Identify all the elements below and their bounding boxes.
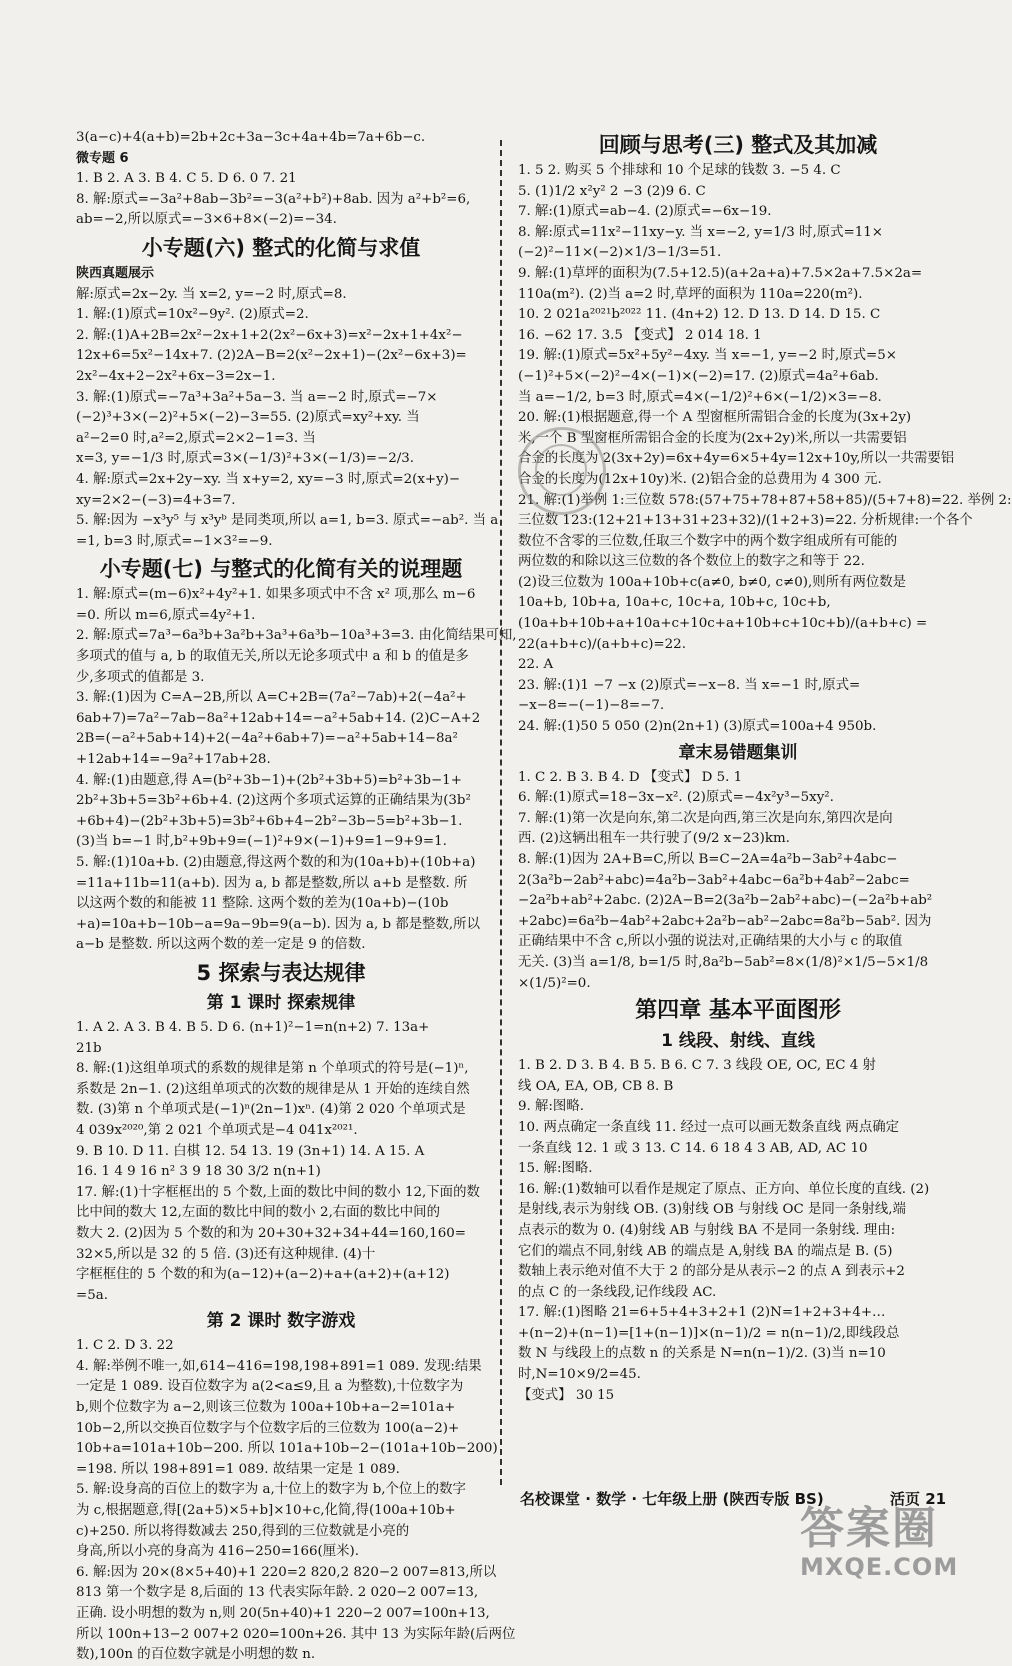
column-divider <box>500 140 502 1485</box>
text-line: 5. 解:设身高的百位上的数字为 a,十位上的数字为 b,个位上的数字 <box>76 1482 466 1498</box>
text-line: 一条直线 12. 1 或 3 13. C 14. 6 18 4 3 AB, AD, AC 10 <box>518 1140 868 1156</box>
text-line: 字框框住的 5 个数的和为(a−12)+(a−2)+a+(a+2)+(a+12) <box>76 1267 450 1283</box>
text-line: 三位数 123:(12+21+13+31+23+32)/(1+2+3)=22. 分析规律:一个各个 <box>518 513 973 529</box>
text-line: 7. 解:(1)第一次是向东,第二次是向西,第三次是向东,第四次是向 <box>518 810 893 826</box>
text-line: 1. 5 2. 购买 5 个排球和 10 个足球的钱数 3. −5 4. C <box>518 163 841 178</box>
text-line: 3. 解:(1)因为 C=A−2B,所以 A=C+2B=(7a²−7ab)+2(−4a²+ <box>76 690 467 706</box>
watermark-url: MXQE.COM <box>800 1553 959 1581</box>
text-line: 1. B 2. D 3. B 4. B 5. B 6. C 7. 3 线段 OE, OC, EC 4 射 <box>518 1058 876 1074</box>
lesson-heading: 第 2 课时 数字游戏 <box>206 1311 356 1332</box>
text-line: 它们的端点不同,射线 AB 的端点是 A,射线 BA 的端点是 B. (5) <box>518 1243 893 1259</box>
chapter-heading: 第四章 基本平面图形 <box>635 998 841 1024</box>
text-line: 两位数的和除以这三位数的各个数位上的数字之和等于 22. <box>518 554 865 570</box>
text-line: 2. 解:原式=7a³−6a³b+3a²b+3a³+6a³b−10a³+3=3. 由化简结果可知, <box>76 628 517 644</box>
page-number: 活页 21 <box>890 1490 947 1508</box>
watermark-logo <box>800 1505 958 1581</box>
section-heading: 小专题(七) 与整式的化简有关的说理题 <box>99 557 463 582</box>
text-line: 17. 解:(1)图略 21=6+5+4+3+2+1 (2)N=1+2+3+4+… <box>518 1305 886 1321</box>
text-line: 10b−2,所以交换百位数字与个位数字后的三位数为 100(a−2)+ <box>76 1420 460 1436</box>
lesson-heading: 第 1 课时 探索规律 <box>206 992 356 1013</box>
text-line: 米,一个 B 型窗框所需铝合金的长度为(2x+2y)米,所以一共需要铝 <box>518 430 907 446</box>
text-line: +a)=10a+b−10b−a=9a−9b=9(a−b). 因为 a, b 都是整数,所以 <box>76 916 480 932</box>
text-line: 【变式】 30 15 <box>518 1387 615 1403</box>
text-line: 时,N=10×9/2=45. <box>518 1367 641 1383</box>
text-line: 5. (1)1/2 x²y² 2 −3 (2)9 6. C <box>518 183 706 199</box>
text-line: 当 a=−1/2, b=3 时,原式=4×(−1/2)²+6×(−1/2)×3=−8. <box>518 389 882 405</box>
text-line: 线 OA, EA, OB, CB 8. B <box>518 1078 674 1094</box>
text-line: 所以 100n+13−2 007+2 020=100n+26. 其中 13 为实际年龄(后两位 <box>76 1626 516 1642</box>
lesson-heading: 1 线段、射线、直线 <box>661 1031 815 1052</box>
section-heading: 小专题(六) 整式的化简与求值 <box>141 235 421 260</box>
text-line: 19. 解:(1)原式=5x²+5y²−4xy. 当 x=−1, y=−2 时,原式=5× <box>518 348 897 364</box>
text-line: (−1)²+5×(−2)²−4×(−1)×(−2)=17. (2)原式=4a²+6ab. <box>518 368 879 384</box>
text-line: 1. C 2. B 3. B 4. D 【变式】 D 5. 1 <box>518 769 743 785</box>
text-line: 9. 解:图略. <box>518 1099 584 1115</box>
text-line: 6. 解:因为 20×(8×5+40)+1 220=2 820,2 820−2 007=813,所以 <box>76 1564 497 1580</box>
section-heading: 章末易错题集训 <box>678 742 798 763</box>
text-line: (10a+b+10b+a+10a+c+10c+a+10b+c+10c+b)/(a+b+c) = <box>518 616 928 632</box>
text-line: 数轴上表示绝对值不大于 2 的部分是从表示−2 的点 A 到表示+2 <box>518 1264 905 1280</box>
text-line: 15. 解:图略. <box>518 1161 593 1177</box>
text-line: 9. 解:(1)草坪的面积为(7.5+12.5)(a+2a+a)+7.5×2a+7.5×2a= <box>518 265 923 281</box>
text-line: (3)当 b=−1 时,b²+9b+9=(−1)²+9×(−1)+9=1−9+9=1. <box>76 834 447 850</box>
text-line: 8. 解:原式=11x²−11xy−y. 当 x=−2, y=1/3 时,原式=11× <box>518 224 883 240</box>
text-line: 2B=(−a²+5ab+14)+2(−4a²+6ab+7)=−a²+5ab+14−8a² <box>76 731 458 747</box>
text-line: 1. 解:原式=(m−6)x²+4y²+1. 如果多项式中不含 x² 项,那么 m−6 <box>76 587 476 603</box>
text-line: 少,多项式的值都是 3. <box>76 669 205 685</box>
text-line: 数. (3)第 n 个单项式是(−1)ⁿ(2n−1)xⁿ. (4)第 2 020 个单项式是 <box>76 1102 466 1118</box>
text-line: 8. 解:(1)这组单项式的系数的规律是第 n 个单项式的符号是(−1)ⁿ, <box>76 1061 469 1077</box>
text-line: 点表示的数为 0. (4)射线 AB 与射线 BA 不是同一条射线. 理由: <box>518 1222 896 1238</box>
text-line: 1. 解:(1)原式=10x²−9y². (2)原式=2. <box>76 307 309 323</box>
text-line: 4. 解:举例不唯一,如,614−416=198,198+891=1 089. 发现:结果 <box>76 1358 482 1374</box>
text-line: 4 039x²⁰²⁰,第 2 021 个单项式是−4 041x²⁰²¹. <box>76 1122 358 1138</box>
text-line: 16. 1 4 9 16 n² 3 9 18 30 3/2 n(n+1) <box>76 1164 321 1180</box>
book-title-footer: 名校课堂 · 数学 · 七年级上册 (陕西专版 BS) <box>520 1490 824 1508</box>
text-line: 10. 2 021a²⁰²¹b²⁰²² 11. (4n+2) 12. D 13. D 14. D 15. C <box>518 307 881 323</box>
text-line: +6b+4)−(2b²+3b+5)=3b²+6b+4−2b²−3b−5=b²+3b−1. <box>76 813 463 829</box>
text-line: =0. 所以 m=6,原式=4y²+1. <box>76 607 256 623</box>
text-line: 数大 2. (2)因为 5 个数的和为 20+30+32+34+44=160,160= <box>76 1225 466 1241</box>
text-line: 813 第一个数字是 8,后面的 13 代表实际年龄. 2 020−2 007=13, <box>76 1585 479 1601</box>
text-line: 为 c,根据题意,得[(2a+5)×5+b]×10+c,化简,得(100a+10b+ <box>76 1503 456 1519</box>
text-line: 5. 解:因为 −x³y⁵ 与 x³yᵇ 是同类项,所以 a=1, b=3. 原式=−ab². 当 a <box>76 513 499 529</box>
text-line: 比中间的数大 12,左面的数比中间的数小 2,右面的数比中间的 <box>76 1205 440 1221</box>
text-line: a−b 是整数. 所以这两个数的差一定是 9 的倍数. <box>76 937 366 953</box>
text-line: 6. 解:(1)原式=18−3x−x². (2)原式=−4x²y³−5xy². <box>518 790 834 806</box>
text-line: 2b²+3b+5=3b²+6b+4. (2)这两个多项式运算的正确结果为(3b² <box>76 793 471 809</box>
text-line: 西. (2)这辆出租车一共行驶了(9/2 x−23)km. <box>518 831 790 847</box>
text-line: 解:原式=2x−2y. 当 x=2, y=−2 时,原式=8. <box>76 286 347 302</box>
text-line: 32×5,所以是 32 的 5 倍. (3)还有这种规律. (4)十 <box>76 1246 376 1262</box>
text-line: 10a+b, 10b+a, 10a+c, 10c+a, 10b+c, 10c+b, <box>518 595 831 611</box>
text-line: 合金的长度为(12x+10y)米. (2)铝合金的总费用为 4 300 元. <box>518 471 882 487</box>
text-line: 17. 解:(1)十字框框出的 5 个数,上面的数比中间的数小 12,下面的数 <box>76 1184 480 1200</box>
text-line: 21b <box>76 1040 102 1056</box>
text-line: 1. A 2. A 3. B 4. B 5. D 6. (n+1)²−1=n(n+2) 7. 13a+ <box>76 1019 430 1035</box>
text-line: (2)设三位数为 100a+10b+c(a≠0, b≠0, c≠0),则所有两位数是 <box>518 574 907 590</box>
text-line: 10b+a=101a+10b−200. 所以 101a+10b−2−(101a+10b−200) <box>76 1441 498 1457</box>
text-line: 20. 解:(1)根据题意,得一个 A 型窗框所需铝合金的长度为(3x+2y) <box>518 410 912 426</box>
text-line: 22(a+b+c)/(a+b+c)=22. <box>518 636 686 652</box>
text-line: 24. 解:(1)50 5 050 (2)n(2n+1) (3)原式=100a+4 950b. <box>518 719 877 735</box>
text-line: 6ab+7)=7a²−7ab−8a²+12ab+14=−a²+5ab+14. (2)C−A+2 <box>76 710 481 726</box>
text-line: (−2)³+3×(−2)²+5×(−2)−3=55. (2)原式=xy²+xy. 当 <box>76 410 420 426</box>
text-line: +2abc)=6a²b−4ab²+2abc+2a²b−ab²−2abc=8a²b−5ab². 因为 <box>518 913 932 929</box>
text-line: 16. −62 17. 3.5 【变式】 2 014 18. 1 <box>518 327 762 343</box>
text-line: 系数是 2n−1. (2)这组单项式的次数的规律是从 1 开始的连续自然 <box>76 1081 470 1097</box>
section-heading: 5 探索与表达规律 <box>196 960 366 985</box>
text-line: 22. A <box>518 657 554 673</box>
text-line: 21. 解:(1)举例 1:三位数 578:(57+75+78+87+58+85)/(5+7+8)=22. 举例 2: <box>518 492 1012 508</box>
text-line: =1, b=3 时,原式=−1×3²=−9. <box>76 533 273 549</box>
text-line: 23. 解:(1)1 −7 −x (2)原式=−x−8. 当 x=−1 时,原式= <box>518 677 861 693</box>
text-line: 无关. (3)当 a=1/8, b=1/5 时,8a²b−5ab²=8×(1/8)²×1/5−5×1/8 <box>518 954 929 970</box>
text-line: ab=−2,所以原式=−3×6+8×(−2)=−34. <box>76 212 337 228</box>
text-line: 一定是 1 089. 设百位数字为 a(2<a≤9,且 a 为整数),十位数字为 <box>76 1379 464 1395</box>
text-line: 正确结果中不含 c,所以小强的说法对,正确结果的大小与 c 的取值 <box>518 934 903 950</box>
text-line: c)+250. 所以将得数减去 250,得到的三位数就是小亮的 <box>76 1523 410 1539</box>
text-line: b,则个位数字为 a−2,则该三位数为 100a+10b+a−2=101a+ <box>76 1400 456 1416</box>
section-label: 陕西真题展示 <box>76 265 155 281</box>
text-line: 2(3a²b−2ab²+abc)=4a²b−3ab²+4abc−6a²b+4ab²−2abc= <box>518 872 910 888</box>
text-line: xy=2×2−(−3)=4+3=7. <box>76 492 236 508</box>
text-line: −x−8=−(−1)−8=−7. <box>518 698 665 714</box>
text-line: 8. 解:原式=−3a²+8ab−3b²=−3(a²+b²)+8ab. 因为 a²+b²=6, <box>76 191 471 207</box>
text-line: 3. 解:(1)原式=−7a³+3a²+5a−3. 当 a=−2 时,原式=−7× <box>76 389 438 405</box>
text-line: 5. 解:(1)10a+b. (2)由题意,得这两个数的和为(10a+b)+(10b+a) <box>76 855 476 870</box>
section-label: 微专题 6 <box>76 150 129 166</box>
text-line: 数),100n 的百位数字就是小明想的数 n. <box>76 1647 316 1663</box>
text-line: =198. 所以 198+891=1 089. 故结果一定是 1 089. <box>76 1461 400 1477</box>
text-line: a²−2=0 时,a²=2,原式=2×2−1=3. 当 <box>76 430 316 446</box>
stamp-seal-icon <box>518 427 606 515</box>
text-line: 16. 解:(1)数轴可以看作是规定了原点、正方向、单位长度的直线. (2) <box>518 1181 930 1197</box>
text-line: 2. 解:(1)A+2B=2x²−2x+1+2(2x²−6x+3)=x²−2x+1+4x²− <box>76 327 463 343</box>
text-line: 10. 两点确定一条直线 11. 经过一点可以画无数条直线 两点确定 <box>518 1119 899 1135</box>
text-line: 4. 解:原式=2x+2y−xy. 当 x+y=2, xy=−3 时,原式=2(x+y)− <box>76 471 461 487</box>
text-line: −2a²b+ab²+2abc. (2)2A−B=2(3a²b−2ab²+abc)−(−2a²b+ab² <box>518 893 933 909</box>
text-line: 4. 解:(1)由题意,得 A=(b²+3b−1)+(2b²+3b+5)=b²+3b−1+ <box>76 772 462 788</box>
text-line: +(n−2)+(n−1)=[1+(n−1)]×(n−1)/2 = n(n−1)/2,即线段总 <box>518 1325 900 1341</box>
text-line: +12ab+14=−9a²+17ab+28. <box>76 752 271 768</box>
text-line: 的点 C 的一条线段,记作线段 AC. <box>518 1284 717 1300</box>
left-column <box>76 128 517 1666</box>
text-line: 9. B 10. D 11. 白棋 12. 54 13. 19 (3n+1) 14. A 15. A <box>76 1143 425 1159</box>
text-line: =11a+11b=11(a+b). 因为 a, b 都是整数,所以 a+b 是整数. 所 <box>76 875 468 891</box>
text-line: 是射线,表示为射线 OB. (3)射线 OB 与射线 OC 是同一条射线,端 <box>518 1202 906 1218</box>
watermark-text: 答案圈 <box>800 1503 938 1554</box>
section-heading: 回顾与思考(三) 整式及其加减 <box>598 133 878 157</box>
text-line: 2x²−4x+2−2x²+6x−3=2x−1. <box>76 368 276 384</box>
text-line: 110a(m²). (2)当 a=2 时,草坪的面积为 110a=220(m²). <box>518 286 863 302</box>
text-line: 数位不含零的三位数,任取三个数字中的两个数字组成所有可能的 <box>518 533 898 549</box>
text-line: (−2)²−11×(−2)×1/3−1/3=51. <box>518 245 722 261</box>
text-line: 1. C 2. D 3. 22 <box>76 1338 174 1354</box>
text-line: 多项式的值与 a, b 的取值无关,所以无论多项式中 a 和 b 的值是多 <box>76 649 469 665</box>
text-line: 12x+6=5x²−14x+7. (2)2A−B=2(x²−2x+1)−(2x²−6x+3)= <box>76 348 467 364</box>
text-line: =5a. <box>76 1287 108 1303</box>
text-line: 1. B 2. A 3. B 4. C 5. D 6. 0 7. 21 <box>76 171 297 187</box>
text-line: 数 N 与线段上的点数 n 的关系是 N=n(n−1)/2. (3)当 n=10 <box>518 1346 886 1362</box>
text-line: x=3, y=−1/3 时,原式=3×(−1/3)²+3×(−1/3)=−2/3. <box>76 451 415 467</box>
text-line: 身高,所以小亮的身高为 416−250=166(厘米). <box>76 1544 360 1560</box>
text-line: 以这两个数的和能被 11 整除. 这两个数的差为(10a+b)−(10b <box>76 896 449 912</box>
text-line: 8. 解:(1)因为 2A+B=C,所以 B=C−2A=4a²b−3ab²+4abc− <box>518 852 898 867</box>
text-line: ×(1/5)²=0. <box>518 975 591 991</box>
text-line: 7. 解:(1)原式=ab−4. (2)原式=−6x−19. <box>518 204 772 220</box>
text-line: 正确. 设小明想的数为 n,则 20(5n+40)+1 220−2 007=100n+13, <box>76 1606 490 1621</box>
text-line: 合金的长度为 2(3x+2y)=6x+4y=6×5+4y=12x+10y,所以一共需要铝 <box>518 451 955 467</box>
text-line: 3(a−c)+4(a+b)=2b+2c+3a−3c+4a+4b=7a+6b−c. <box>76 130 426 145</box>
right-column <box>518 128 1012 1406</box>
